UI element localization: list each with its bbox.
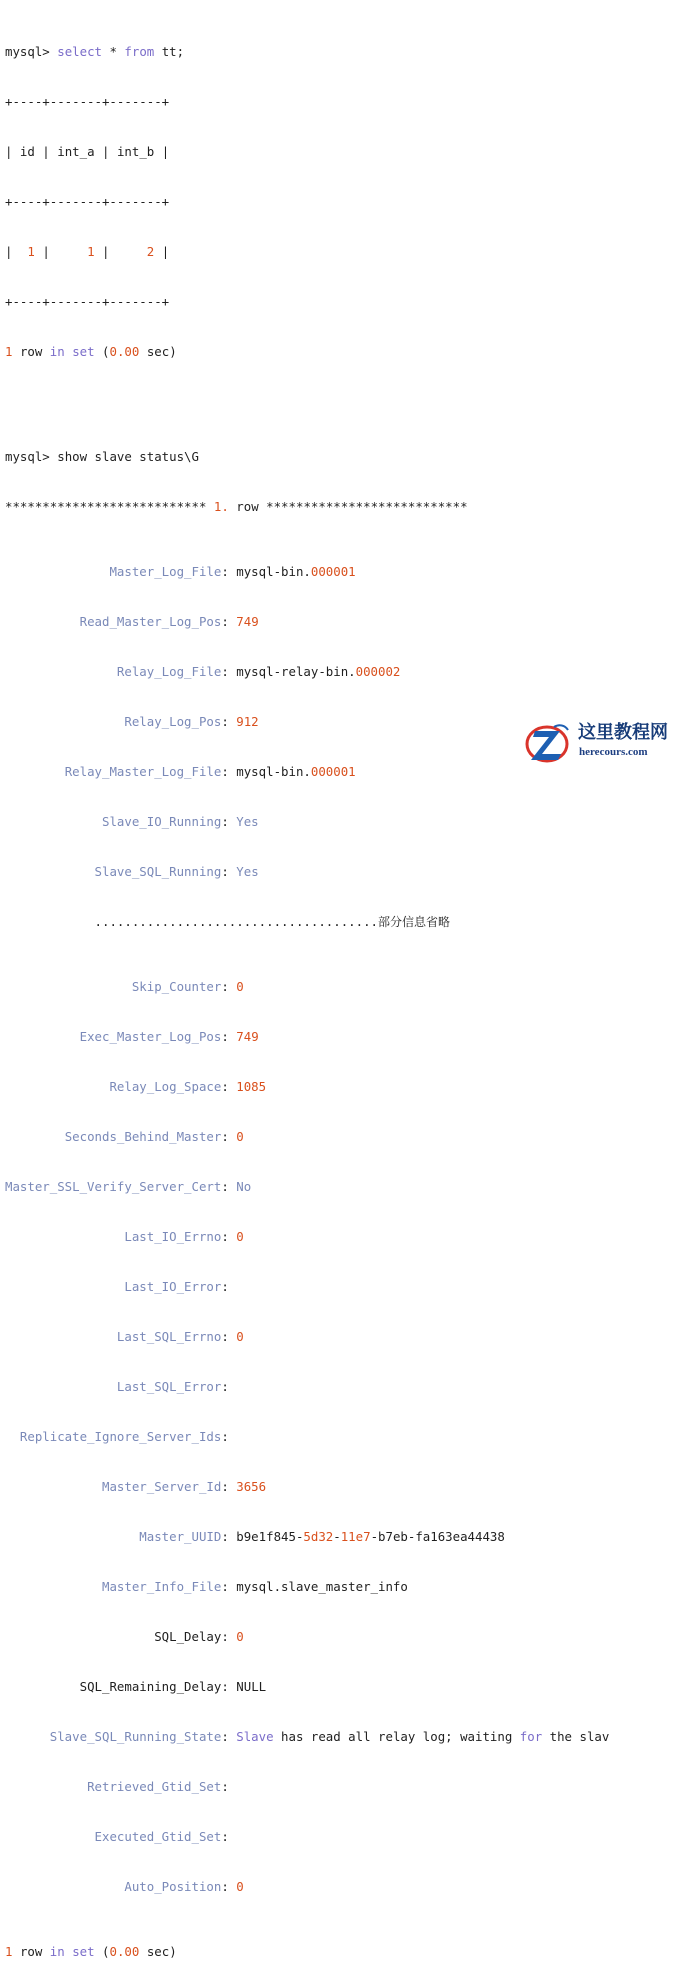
field-master-uuid: Master_UUID: b9e1f845-5d32-11e7-b7eb-fa163ea44438: [139, 1529, 505, 1544]
field-value: mysql-relay-bin.: [236, 664, 356, 679]
field-label: Last_IO_Error: [124, 1279, 222, 1294]
row-stars-right: ***************************: [266, 499, 468, 514]
field-value: Yes: [236, 814, 259, 829]
field-value-number: 0: [236, 979, 244, 994]
state-text: has read all relay log; waiting: [281, 1729, 513, 1744]
row-stars-left: ***************************: [5, 499, 207, 514]
field-label: SQL_Remaining_Delay: [79, 1679, 222, 1694]
show-slave-status-command: show slave status\G: [57, 449, 199, 464]
field-exec-master-log-pos: Exec_Master_Log_Pos: 749: [79, 1029, 259, 1044]
keyword-set: set: [72, 1944, 95, 1959]
field-value-number: 3656: [236, 1479, 267, 1494]
field-replicate-ignore-server-ids: Replicate_Ignore_Server_Ids:: [19, 1429, 237, 1444]
field-relay-log-pos: Relay_Log_Pos: 912: [124, 714, 259, 729]
field-value-number: 0: [236, 1879, 244, 1894]
field-label: Last_IO_Errno: [124, 1229, 222, 1244]
sec-label: sec): [146, 344, 177, 359]
uuid-separator: -: [333, 1529, 341, 1544]
mysql-prompt: mysql>: [5, 44, 50, 59]
field-read-master-log-pos: Read_Master_Log_Pos: 749: [79, 614, 259, 629]
select-star: *: [109, 44, 117, 59]
field-executed-gtid-set: Executed_Gtid_Set:: [94, 1829, 237, 1844]
row-word: row: [236, 499, 259, 514]
terminal-output: [5, 12, 681, 1977]
field-value-number: 000001: [310, 564, 356, 579]
state-keyword-for: for: [519, 1729, 543, 1744]
field-label: Replicate_Ignore_Server_Ids: [19, 1429, 222, 1444]
field-skip-counter: Skip_Counter: 0: [131, 979, 244, 994]
field-label: Relay_Log_File: [116, 664, 222, 679]
field-master-log-file: Master_Log_File: mysql-bin.000001: [109, 564, 356, 579]
mysql-prompt: mysql>: [5, 449, 50, 464]
field-slave-io-running: Slave_IO_Running: Yes: [101, 814, 259, 829]
field-label: Slave_SQL_Running: [94, 864, 222, 879]
uuid-number-part: 11e7: [340, 1529, 371, 1544]
keyword-set: set: [72, 344, 95, 359]
query-time: 0.00: [109, 344, 140, 359]
field-sql-remaining-delay: SQL_Remaining_Delay: NULL: [79, 1679, 267, 1694]
field-label: Read_Master_Log_Pos: [79, 614, 222, 629]
field-label: Relay_Log_Space: [109, 1079, 222, 1094]
field-relay-log-file: Relay_Log_File: mysql-relay-bin.000002: [116, 664, 401, 679]
logo-domain: herecours.com: [579, 746, 648, 758]
site-logo: [523, 721, 679, 767]
query2-result-summary: 1 row in set (0.00 sec): [5, 1944, 177, 1959]
field-value-number: 1085: [236, 1079, 267, 1094]
field-value-number: 0: [236, 1629, 244, 1644]
state-text-tail: the slav: [549, 1729, 610, 1744]
sec-label: sec): [146, 1944, 177, 1959]
row-count: 1: [5, 344, 13, 359]
field-value-number: 000002: [355, 664, 401, 679]
field-last-sql-error: Last_SQL_Error:: [116, 1379, 237, 1394]
field-master-server-id: Master_Server_Id: 3656: [101, 1479, 267, 1494]
field-value-number: 0: [236, 1229, 244, 1244]
field-label: Slave_SQL_Running_State: [49, 1729, 222, 1744]
cell-id: 1: [27, 244, 35, 259]
field-master-ssl-verify-server-cert: Master_SSL_Verify_Server_Cert: No: [5, 1179, 252, 1194]
field-label: Master_UUID: [139, 1529, 222, 1544]
logo-icon: [523, 721, 573, 767]
field-label: SQL_Delay: [154, 1629, 222, 1644]
field-value-number: 749: [236, 614, 259, 629]
row-number: 1.: [213, 499, 229, 514]
table-border-middle: +----+-------+-------+: [5, 194, 170, 209]
field-sql-delay: SQL_Delay: 0: [154, 1629, 244, 1644]
field-relay-log-space: Relay_Log_Space: 1085: [109, 1079, 267, 1094]
field-label: Slave_IO_Running: [101, 814, 222, 829]
field-value: mysql-bin.: [236, 764, 311, 779]
cell-int-a: 1: [87, 244, 95, 259]
query-time: 0.00: [109, 1944, 140, 1959]
row-separator: [5, 497, 681, 517]
field-value: No: [236, 1179, 252, 1194]
field-retrieved-gtid-set: Retrieved_Gtid_Set:: [87, 1779, 237, 1794]
field-label: Relay_Master_Log_File: [64, 764, 222, 779]
field-value-number: 0: [236, 1129, 244, 1144]
table-border-top: +----+-------+-------+: [5, 94, 170, 109]
field-value: mysql-bin.: [236, 564, 311, 579]
table-border-bottom: +----+-------+-------+: [5, 294, 170, 309]
field-label: Auto_Position: [124, 1879, 222, 1894]
field-label: Executed_Gtid_Set: [94, 1829, 222, 1844]
query1-command-line: [5, 42, 681, 62]
cell-int-b: 2: [146, 244, 155, 259]
field-value: Yes: [236, 864, 259, 879]
omitted-dots: ......................................: [94, 914, 379, 929]
row-word: row: [19, 1944, 43, 1959]
field-last-sql-errno: Last_SQL_Errno: 0: [116, 1329, 244, 1344]
field-label: Skip_Counter: [131, 979, 222, 994]
spacer: [5, 392, 681, 402]
table-data-row: | 1 | 1 | 2 |: [5, 244, 170, 259]
field-auto-position: Auto_Position: 0: [124, 1879, 244, 1894]
row-count: 1: [5, 1944, 13, 1959]
logo-title: 这里教程网: [578, 722, 668, 743]
field-label: Master_SSL_Verify_Server_Cert: [5, 1179, 222, 1194]
field-label: Master_Info_File: [101, 1579, 222, 1594]
field-relay-master-log-file: Relay_Master_Log_File: mysql-bin.000001: [64, 764, 356, 779]
field-label: Master_Log_File: [109, 564, 222, 579]
sql-keyword-from: from: [124, 44, 155, 59]
field-label: Last_SQL_Error: [116, 1379, 222, 1394]
field-slave-sql-running: Slave_SQL_Running: Yes: [94, 864, 259, 879]
omitted-info-line: [5, 912, 681, 932]
field-value: NULL: [236, 1679, 267, 1694]
field-label: Exec_Master_Log_Pos: [79, 1029, 222, 1044]
field-last-io-errno: Last_IO_Errno: 0: [124, 1229, 244, 1244]
keyword-in: in: [49, 344, 65, 359]
field-value-number: 749: [236, 1029, 259, 1044]
keyword-in: in: [49, 1944, 65, 1959]
uuid-part: -b7eb-fa163ea44438: [370, 1529, 505, 1544]
query2-command-line: [5, 447, 681, 467]
omitted-info-label: 部分信息省略: [378, 915, 451, 929]
field-master-info-file: Master_Info_File: mysql.slave_master_info: [101, 1579, 408, 1594]
sql-keyword-select: select: [57, 44, 102, 59]
table-name: tt;: [161, 44, 185, 59]
uuid-part: b9e1f845-: [236, 1529, 304, 1544]
table-header-row: | id | int_a | int_b |: [5, 144, 170, 159]
field-label: Relay_Log_Pos: [124, 714, 222, 729]
field-value-number: 000001: [310, 764, 356, 779]
field-label: Seconds_Behind_Master: [64, 1129, 222, 1144]
field-last-io-error: Last_IO_Error:: [124, 1279, 237, 1294]
field-seconds-behind-master: Seconds_Behind_Master: 0: [64, 1129, 244, 1144]
column-header-id: id: [19, 144, 35, 159]
state-keyword-slave: Slave: [236, 1729, 274, 1744]
field-value-number: 912: [236, 714, 259, 729]
row-word: row: [19, 344, 43, 359]
field-label: Master_Server_Id: [101, 1479, 222, 1494]
field-value: mysql.slave_master_info: [236, 1579, 408, 1594]
field-value-number: 0: [236, 1329, 244, 1344]
column-header-int-b: int_b: [116, 144, 155, 159]
field-label: Last_SQL_Errno: [116, 1329, 222, 1344]
field-label: Retrieved_Gtid_Set: [87, 1779, 222, 1794]
column-header-int-a: int_a: [57, 144, 95, 159]
uuid-number-part: 5d32: [303, 1529, 334, 1544]
query1-result-summary: 1 row in set (0.00 sec): [5, 344, 177, 359]
field-slave-sql-running-state: Slave_SQL_Running_State: Slave has read all relay log; waiting for the slav: [49, 1729, 610, 1744]
